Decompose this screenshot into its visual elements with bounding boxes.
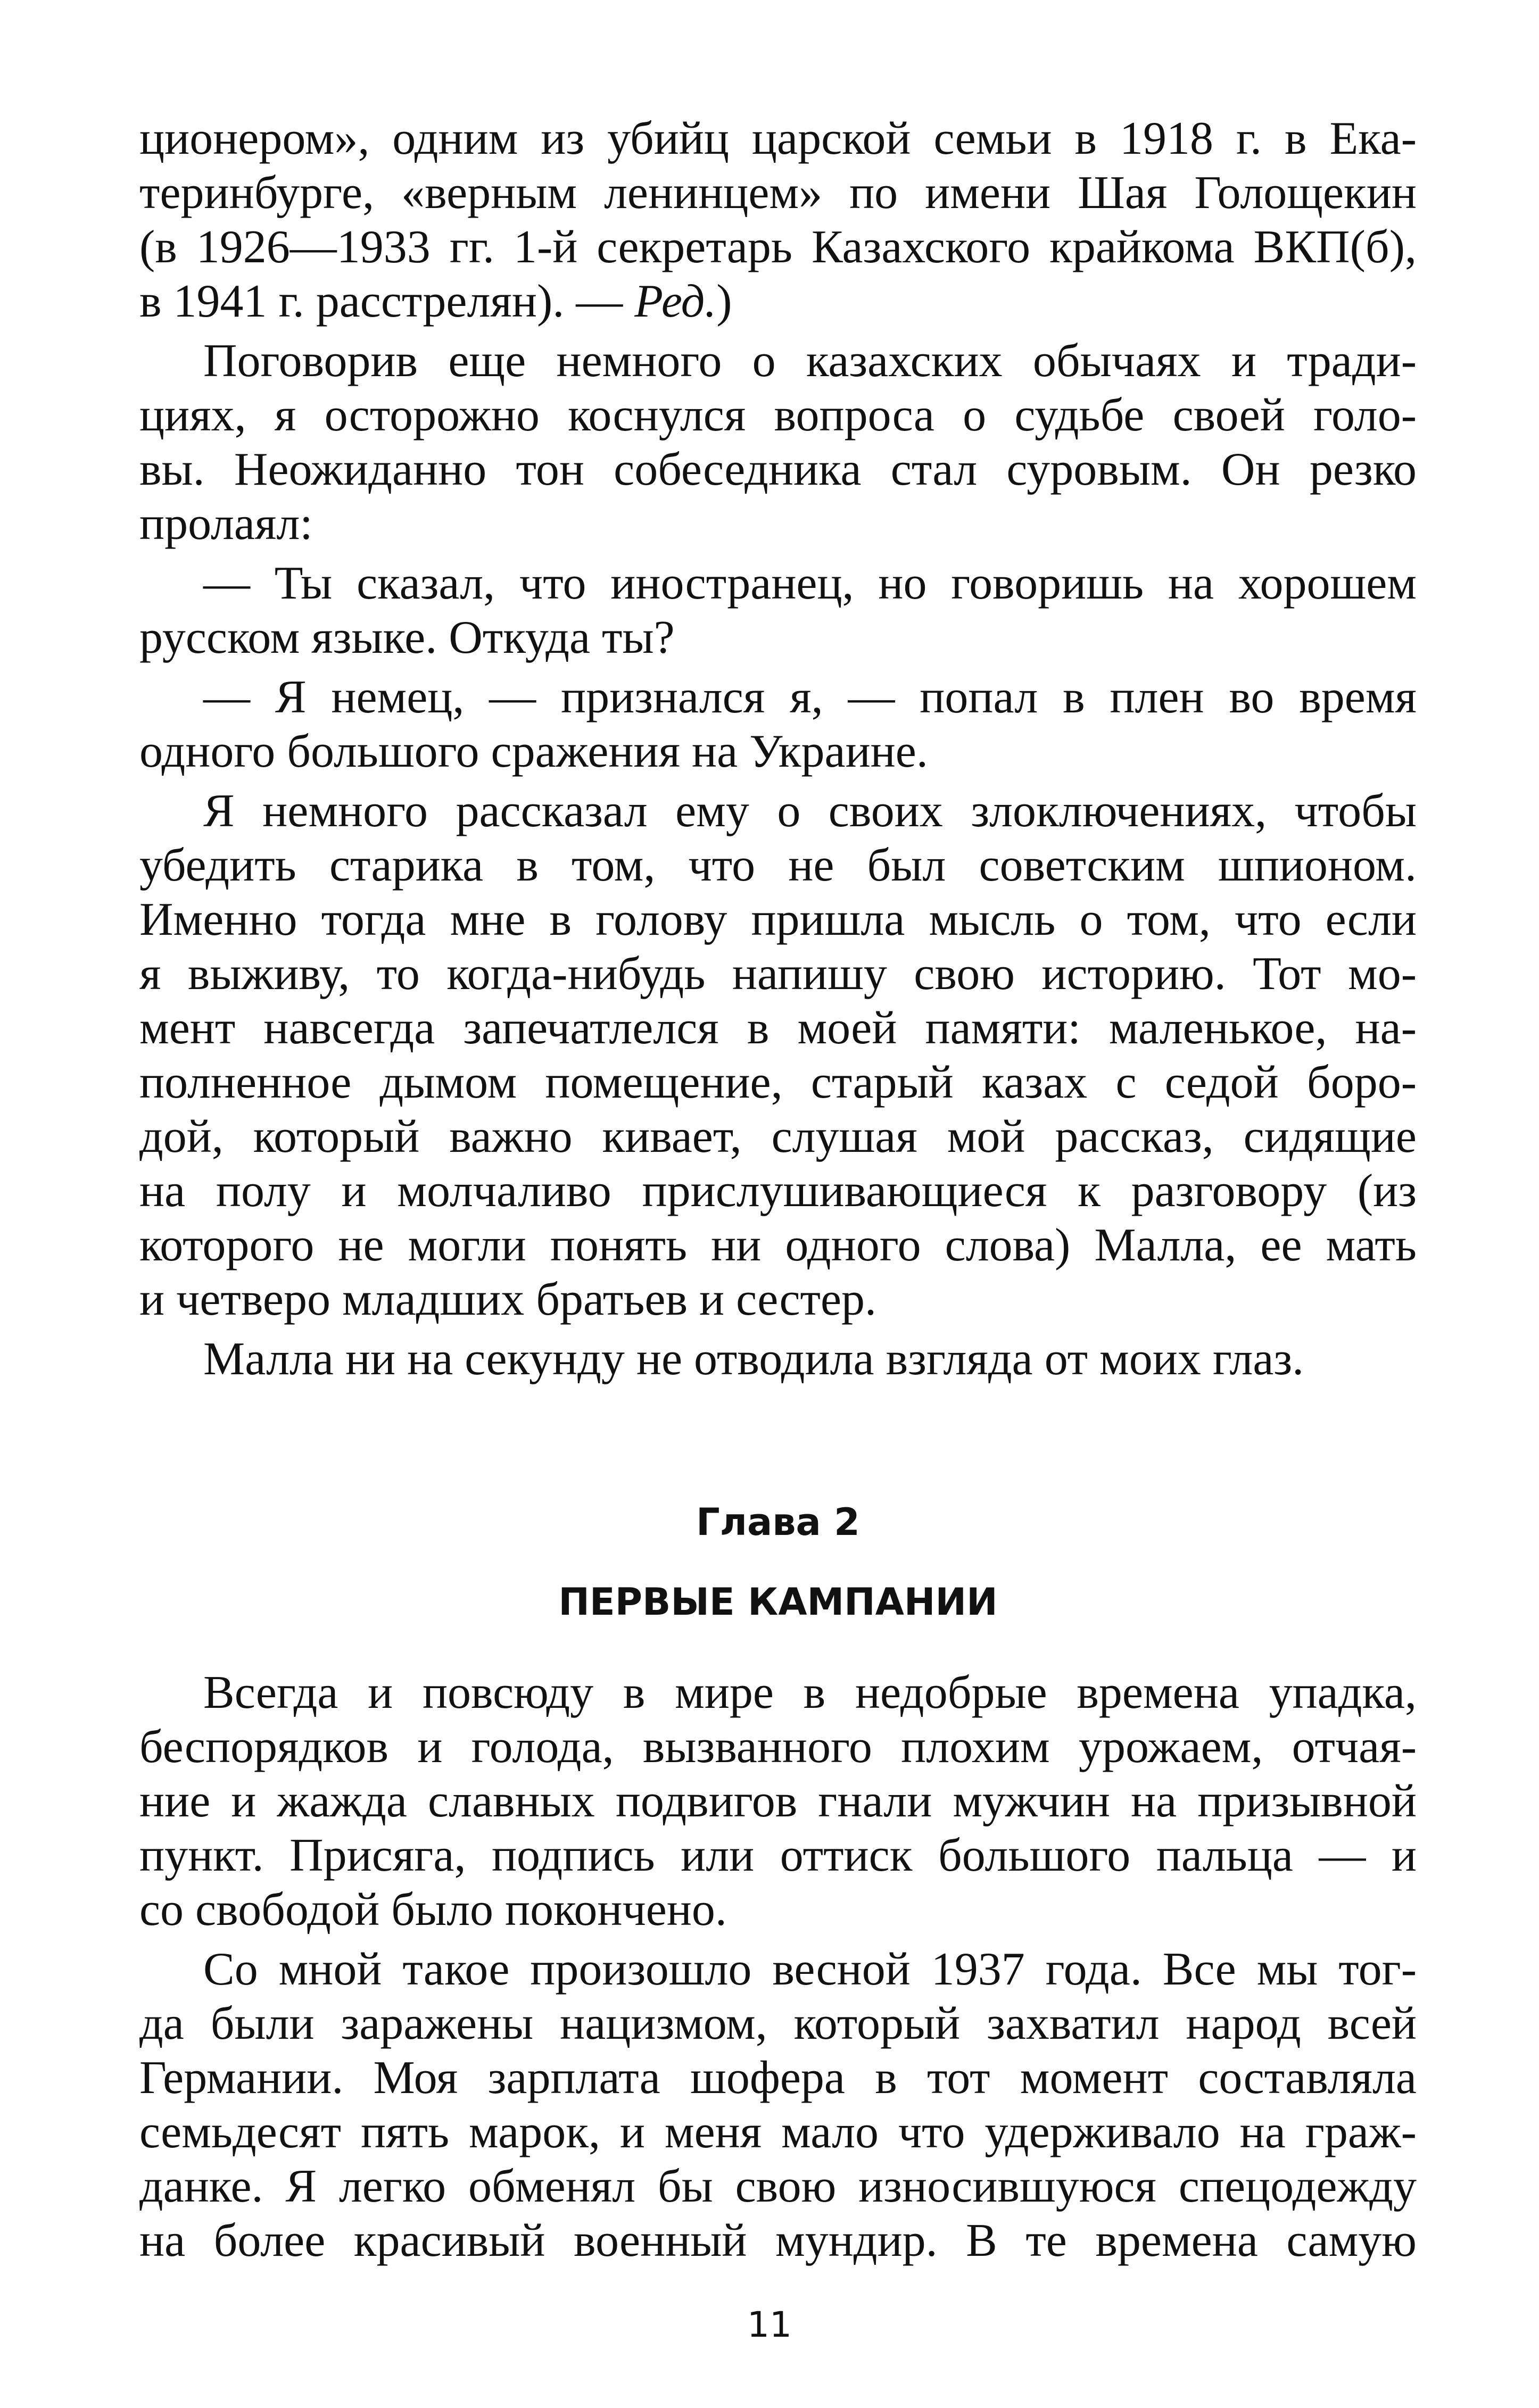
paragraph xyxy=(139,112,1417,329)
text-line: Именно тогда мне в голову пришла мысль о том, что если xyxy=(139,894,1417,945)
text-fragment: в 1941 г. расстрелян). — xyxy=(139,276,635,327)
text-line: Поговорив еще немного о казахских обычаях и тради- xyxy=(203,335,1417,387)
chapter-title: ПЕРВЫЕ КАМПАНИИ xyxy=(558,1580,998,1624)
text-line: Со мной такое произошло весной 1937 года. Все мы тог- xyxy=(203,1944,1417,1995)
editor-note: Ред. xyxy=(634,276,717,327)
text-line: Я немного рассказал ему о своих злоключениях, чтобы xyxy=(203,785,1417,837)
text-line: на полу и молчаливо прислушивающиеся к разговору (из xyxy=(139,1165,1417,1217)
text-line: на более красивый военный мундир. В те времена самую xyxy=(139,2215,1417,2266)
text-line: дой, который важно кивает, слушая мой рассказ, сидящие xyxy=(139,1111,1417,1163)
text-line: пункт. Присяга, подпись или оттиск большого пальца — и xyxy=(139,1830,1417,1881)
text-line: да были заражены нацизмом, который захватил народ всей xyxy=(139,1998,1417,2049)
text-line: пролаял: xyxy=(139,498,313,550)
text-line: данке. Я легко обменял бы свою износившуюся спецодежду xyxy=(139,2161,1417,2212)
chapter-number: Глава 2 xyxy=(696,1500,860,1544)
text-line: теринбурге, «верным ленинцем» по имени Шая Голощекин xyxy=(139,167,1417,219)
text-fragment: ) xyxy=(716,276,732,327)
text-line: полненное дымом помещение, старый казах с седой боро- xyxy=(139,1057,1417,1108)
text-line: русском языке. Откуда ты? xyxy=(139,612,675,663)
text-line: убедить старика в том, что не был советским шпионом. xyxy=(139,840,1417,891)
page-number: 11 xyxy=(747,2304,792,2345)
text-line: — Я немец, — признался я, — попал в плен во время xyxy=(203,671,1417,723)
text-line: ционером», одним из убийц царской семьи в 1918 г. в Ека- xyxy=(139,113,1417,164)
paragraph xyxy=(139,557,1417,665)
text-line: одного большого сражения на Украине. xyxy=(139,726,928,777)
paragraph xyxy=(139,1332,1417,1386)
text-line: вы. Неожиданно тон собеседника стал суровым. Он резко xyxy=(139,444,1417,495)
text-line: циях, я осторожно коснулся вопроса о судьбе своей голо- xyxy=(139,389,1417,441)
paragraph xyxy=(139,1942,1417,2268)
text-line: мент навсегда запечатлелся в моей памяти: маленькое, на- xyxy=(139,1002,1417,1054)
text-line: беспорядков и голода, вызванного плохим урожаем, отчая- xyxy=(139,1721,1417,1773)
text-line: (в 1926—1933 гг. 1-й секретарь Казахского крайкома ВКП(б), xyxy=(139,221,1417,273)
text-line xyxy=(139,275,1417,329)
paragraph xyxy=(139,784,1417,1327)
text-line: со свободой было покончено. xyxy=(139,1884,727,1936)
paragraph xyxy=(139,670,1417,779)
text-line: я выживу, то когда-нибудь напишу свою историю. Тот мо- xyxy=(139,948,1417,1000)
text-line: — Ты сказал, что иностранец, но говоришь на хорошем xyxy=(203,558,1417,609)
text-line: Всегда и повсюду в мире в недобрые времена упадка, xyxy=(203,1667,1417,1718)
text-line: которого не могли понять ни одного слова) Малла, ее мать xyxy=(139,1219,1417,1271)
page-body xyxy=(139,112,1417,2273)
paragraph xyxy=(139,1666,1417,1937)
paragraph xyxy=(139,334,1417,551)
text-line: Германии. Моя зарплата шофера в тот момент составляла xyxy=(139,2052,1417,2104)
text-line: семьдесят пять марок, и меня мало что удерживало на граж- xyxy=(139,2106,1417,2158)
text-line: и четверо младших братьев и сестер. xyxy=(139,1274,877,1325)
text-line: ние и жажда славных подвигов гнали мужчин на призывной xyxy=(139,1775,1417,1827)
text-line: Малла ни на секунду не отводила взгляда от моих глаз. xyxy=(203,1333,1304,1385)
